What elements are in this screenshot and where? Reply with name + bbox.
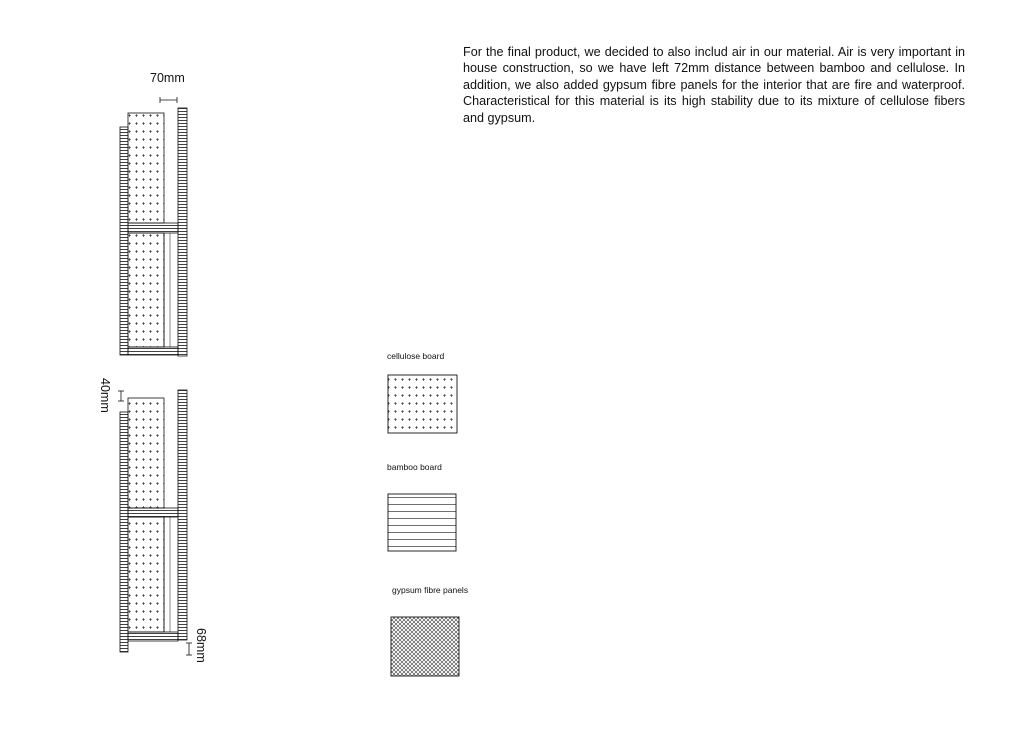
legend-label-gypsum: gypsum fibre panels	[392, 585, 469, 595]
dimension-marker-bottom	[186, 643, 192, 655]
dimension-label-top: 70mm	[150, 71, 185, 85]
legend-swatch-gypsum	[391, 617, 459, 676]
legend-label-bamboo: bamboo board	[387, 462, 442, 472]
description-text: For the final product, we decided to also includ air in our material. Air is very important in house construction, so we have left 72mm distance between bamboo and cellulose. In addition, we also added gypsum fibre panels for the interior that are fire and waterproof. Characteristical for this material is its high stability due to its mixture of cellulose fibers and gypsum.	[463, 45, 965, 125]
dimension-marker-top	[160, 97, 177, 103]
dimension-label-gap: 40mm	[98, 378, 112, 413]
dimension-label-bottom: 68mm	[194, 628, 208, 663]
legend-swatch-cellulose	[388, 375, 457, 433]
legend-swatch-bamboo	[388, 494, 456, 551]
dimension-marker-gap	[118, 391, 124, 401]
upper-wall-section	[120, 108, 187, 356]
lower-wall-section	[120, 390, 187, 652]
legend-label-cellulose: cellulose board	[387, 351, 445, 361]
